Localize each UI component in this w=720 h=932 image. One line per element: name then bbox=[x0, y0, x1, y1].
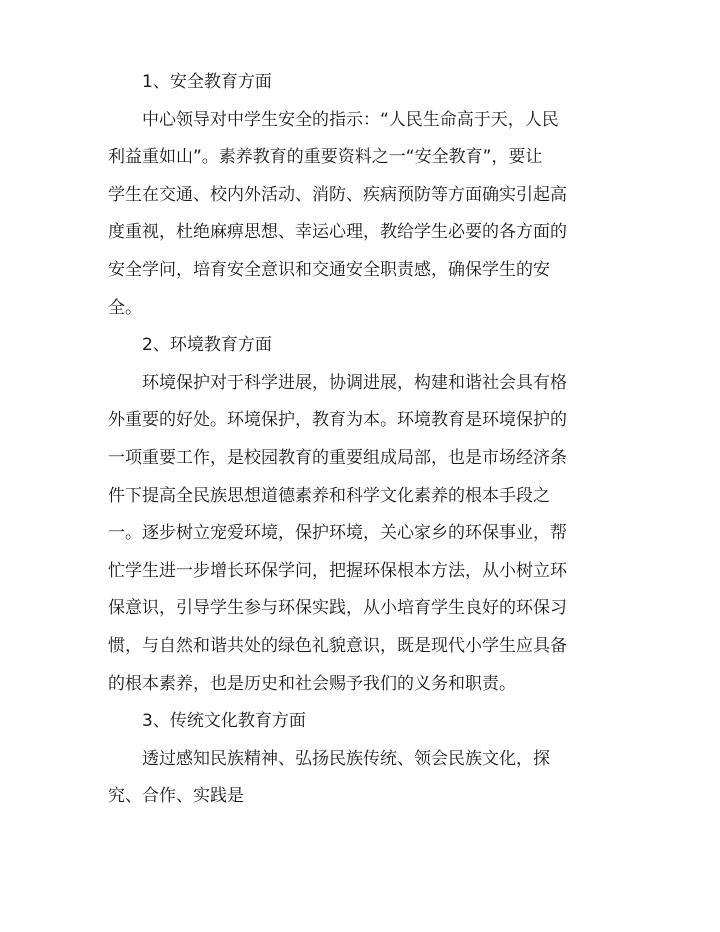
paragraph-line: 学生在交通、校内外活动、消防、疾病预防等方面确实引起高 bbox=[108, 184, 567, 205]
paragraph-line: 惯，与自然和谐共处的绿色礼貌意识，既是现代小学生应具备 bbox=[108, 635, 567, 656]
paragraph-line: 一项重要工作，是校园教育的重要组成局部，也是市场经济条 bbox=[108, 447, 567, 468]
paragraph-line: 忙学生进一步增长环保学问，把握环保根本方法，从小树立环 bbox=[108, 560, 567, 581]
paragraph-line: 的根本素养，也是历史和社会赐予我们的义务和职责。 bbox=[108, 673, 516, 694]
section-heading: 2、环境教育方面 bbox=[142, 335, 272, 356]
paragraph-line: 环境保护对于科学进展，协调进展，构建和谐社会具有格 bbox=[142, 372, 567, 393]
paragraph-line: 外重要的好处。环境保护，教育为本。环境教育是环境保护的 bbox=[108, 410, 567, 431]
paragraph-line: 全。 bbox=[108, 297, 142, 318]
paragraph-line: 中心领导对中学生安全的指示：“人民生命高于天，人民 bbox=[142, 109, 559, 130]
paragraph-line: 件下提高全民族思想道德素养和科学文化素养的根本手段之 bbox=[108, 485, 550, 506]
paragraph-line: 究、合作、实践是 bbox=[108, 786, 244, 807]
paragraph-line: 一。逐步树立宠爱环境，保护环境，关心家乡的环保事业，帮 bbox=[108, 523, 567, 544]
paragraph-line: 利益重如山”。素养教育的重要资料之一“安全教育”，要让 bbox=[108, 147, 543, 168]
paragraph-line: 保意识，引导学生参与环保实践，从小培育学生良好的环保习 bbox=[108, 598, 567, 619]
paragraph-line: 透过感知民族精神、弘扬民族传统、领会民族文化，探 bbox=[142, 748, 550, 769]
section-heading: 1、安全教育方面 bbox=[142, 72, 272, 92]
section-heading: 3、传统文化教育方面 bbox=[142, 711, 306, 732]
paragraph-line: 安全学问，培育安全意识和交通安全职责感，确保学生的安 bbox=[108, 259, 550, 280]
paragraph-line: 度重视，杜绝麻痹思想、幸运心理，教给学生必要的各方面的 bbox=[108, 222, 567, 243]
document-body bbox=[108, 64, 628, 816]
